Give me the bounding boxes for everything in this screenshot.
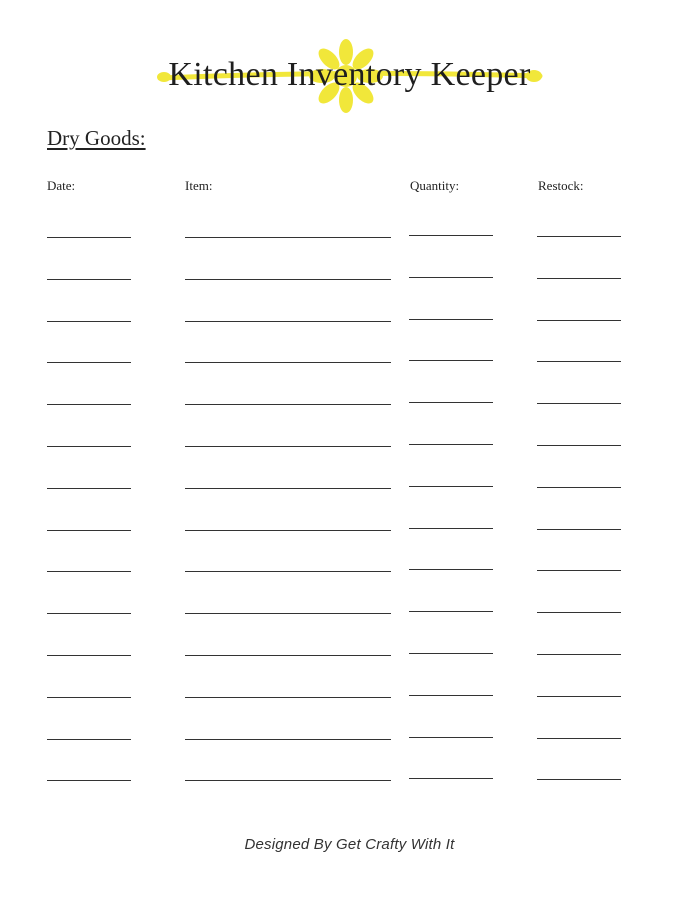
table-row [0, 613, 699, 615]
table-row [0, 279, 699, 281]
table-row [0, 780, 699, 782]
restock-field-line [537, 320, 621, 321]
restock-field-line [537, 654, 621, 655]
column-header-date: Date: [47, 178, 76, 193]
restock-field-line [537, 445, 621, 446]
date-field-line [47, 571, 131, 572]
restock-field-line [537, 278, 621, 279]
quantity-field-line [409, 360, 493, 361]
date-field-line [47, 488, 131, 489]
column-header-restock: Restock: [538, 178, 584, 193]
quantity-field-line [409, 486, 493, 487]
footer-credit: Designed By Get Crafty With It [244, 836, 455, 853]
quantity-field-line [409, 611, 493, 612]
item-field-line [185, 321, 391, 322]
item-field-line [185, 404, 391, 405]
date-field-line [47, 739, 131, 740]
quantity-field-line [409, 778, 493, 779]
column-header-item: Item: [185, 178, 213, 193]
date-field-line [47, 237, 131, 238]
date-field-line [47, 530, 131, 531]
table-row [0, 571, 699, 573]
item-field-line [185, 362, 391, 363]
quantity-field-line [409, 569, 493, 570]
date-field-line [47, 404, 131, 405]
restock-field-line [537, 612, 621, 613]
quantity-field-line [409, 444, 493, 445]
item-field-line [185, 530, 391, 531]
table-row [0, 530, 699, 532]
quantity-field-line [409, 319, 493, 320]
date-field-line [47, 613, 131, 614]
date-field-line [47, 362, 131, 363]
restock-field-line [537, 570, 621, 571]
table-row [0, 446, 699, 448]
quantity-field-line [409, 695, 493, 696]
quantity-field-line [409, 277, 493, 278]
item-field-line [185, 446, 391, 447]
quantity-field-line [409, 737, 493, 738]
item-field-line [185, 613, 391, 614]
item-field-line [185, 780, 391, 781]
table-row [0, 655, 699, 657]
restock-field-line [537, 403, 621, 404]
restock-field-line [537, 779, 621, 780]
restock-field-line [537, 529, 621, 530]
date-field-line [47, 780, 131, 781]
date-field-line [47, 697, 131, 698]
section-title: Dry Goods: [47, 126, 146, 150]
quantity-field-line [409, 653, 493, 654]
restock-field-line [537, 361, 621, 362]
item-field-line [185, 739, 391, 740]
restock-field-line [537, 696, 621, 697]
item-field-line [185, 488, 391, 489]
quantity-field-line [409, 402, 493, 403]
date-field-line [47, 446, 131, 447]
table-row [0, 237, 699, 239]
date-field-line [47, 321, 131, 322]
restock-field-line [537, 236, 621, 237]
table-row [0, 488, 699, 490]
item-field-line [185, 571, 391, 572]
date-field-line [47, 279, 131, 280]
restock-field-line [537, 487, 621, 488]
page-title: Kitchen Inventory Keeper [168, 56, 531, 93]
quantity-field-line [409, 528, 493, 529]
restock-field-line [537, 738, 621, 739]
table-row [0, 739, 699, 741]
table-row [0, 404, 699, 406]
quantity-field-line [409, 235, 493, 236]
item-field-line [185, 655, 391, 656]
table-row [0, 362, 699, 364]
table-row [0, 321, 699, 323]
item-field-line [185, 279, 391, 280]
column-header-quantity: Quantity: [410, 178, 460, 193]
date-field-line [47, 655, 131, 656]
table-row [0, 697, 699, 699]
item-field-line [185, 237, 391, 238]
item-field-line [185, 697, 391, 698]
